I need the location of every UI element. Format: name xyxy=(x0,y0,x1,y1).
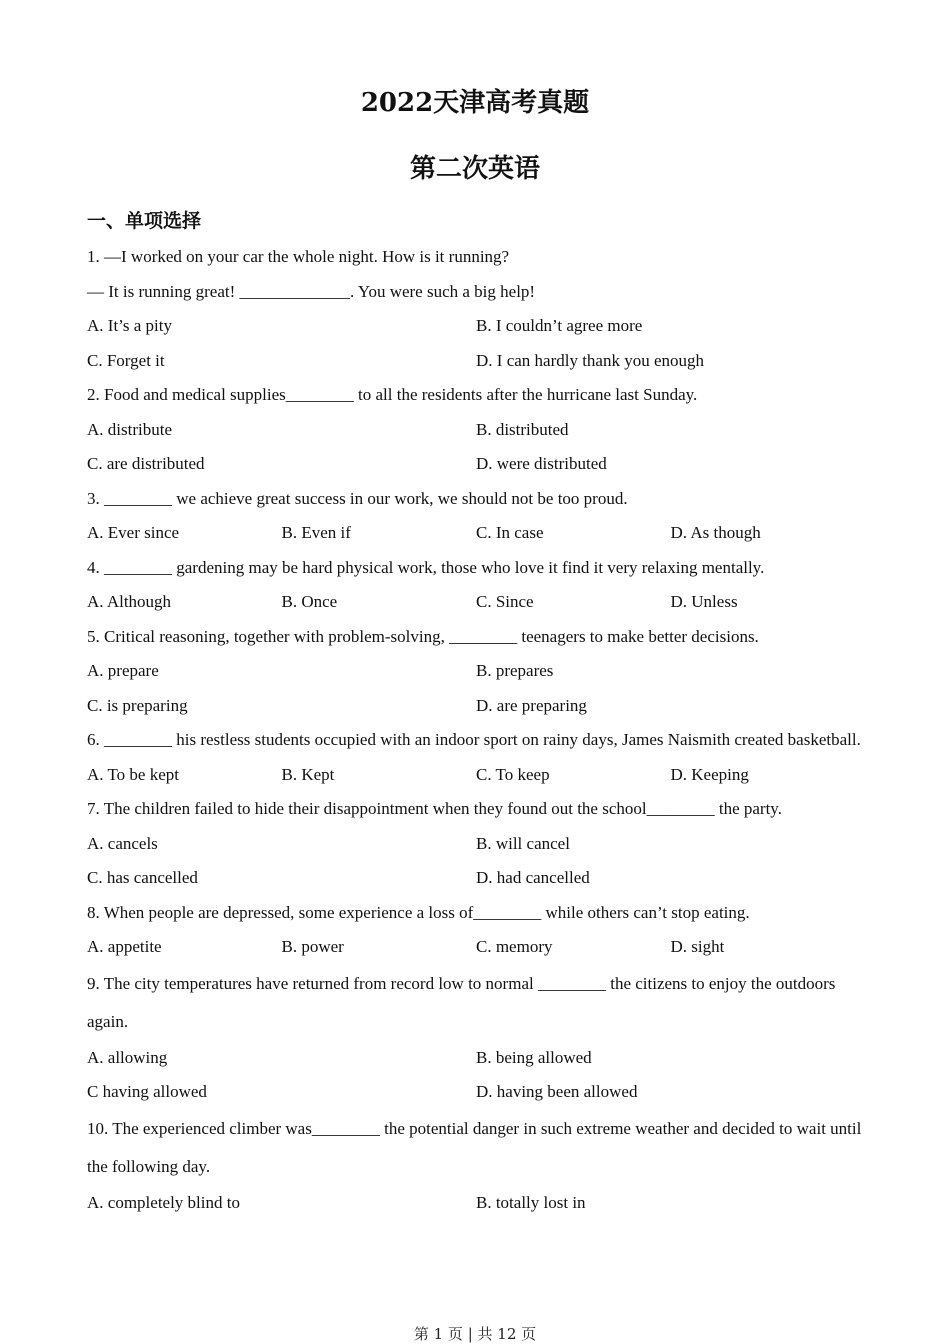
option-b: B. power xyxy=(281,937,344,956)
question-stem: 10. The experienced climber was________ the potential danger in such extreme weather and decided to wait until the following day. xyxy=(87,1118,862,1176)
option-d: D. sight xyxy=(670,937,725,956)
options-row xyxy=(87,861,867,896)
option-a: A. appetite xyxy=(87,937,162,956)
option-b: B. Kept xyxy=(281,764,335,784)
option-b: B. prepares xyxy=(476,661,554,680)
options-row xyxy=(87,1075,867,1110)
options-row xyxy=(87,447,867,482)
option-a: A. Ever since xyxy=(87,523,180,542)
option-c: C. is preparing xyxy=(87,695,188,715)
question-stem: 3. ________ we achieve great success in our work, we should not be too proud. xyxy=(87,488,628,508)
options-row xyxy=(87,1186,867,1221)
question-8 xyxy=(87,896,867,965)
option-c: C. has cancelled xyxy=(87,868,198,887)
option-b: B. Even if xyxy=(281,523,351,542)
options-row xyxy=(87,827,867,862)
question-stem: 4. ________ gardening may be hard physical work, those who love it find it very relaxing mentally. xyxy=(87,557,765,577)
option-a: A. cancels xyxy=(87,833,158,853)
option-c: C. To keep xyxy=(476,764,550,784)
option-c: C having allowed xyxy=(87,1082,207,1101)
options-row xyxy=(87,413,867,448)
option-b: B. Once xyxy=(281,592,338,611)
question-stem: 7. The children failed to hide their disappointment when they found out the school________ the party. xyxy=(87,799,782,818)
question-stem-continued: — It is running great! _____________. You were such a big help! xyxy=(87,281,536,301)
option-d: D. I can hardly thank you enough xyxy=(476,350,705,370)
option-c: C. In case xyxy=(476,523,544,542)
page-subtitle: 第二次英语 xyxy=(409,154,540,184)
option-d: D. were distributed xyxy=(476,454,607,473)
option-d: D. had cancelled xyxy=(476,868,590,887)
option-c: C. are distributed xyxy=(87,454,205,473)
option-a: A. Although xyxy=(87,592,172,611)
question-3 xyxy=(87,482,867,551)
question-list xyxy=(87,240,867,1220)
option-c: C. Since xyxy=(476,592,534,611)
question-4 xyxy=(87,551,867,620)
question-stem: 8. When people are depressed, some experience a loss of________ while others can’t stop eating. xyxy=(87,902,750,922)
options-row xyxy=(87,689,867,724)
option-d: D. Unless xyxy=(670,592,738,611)
question-7 xyxy=(87,792,867,896)
option-d: D. are preparing xyxy=(476,695,587,715)
option-d: D. having been allowed xyxy=(476,1082,638,1101)
option-a: A. To be kept xyxy=(87,764,179,784)
options-row xyxy=(87,930,867,965)
question-stem: 9. The city temperatures have returned from record low to normal ________ the citizens to enjoy the outdoors again. xyxy=(87,973,836,1031)
page-footer: 第 1 页 | 共 12 页 xyxy=(413,1325,537,1343)
option-c: C. memory xyxy=(476,937,553,956)
question-10 xyxy=(87,1110,867,1221)
question-stem: 2. Food and medical supplies________ to all the residents after the hurricane last Sunday. xyxy=(87,385,698,404)
option-a: A. completely blind to xyxy=(87,1192,240,1212)
options-row xyxy=(87,516,867,551)
option-b: B. totally lost in xyxy=(476,1192,586,1212)
question-2 xyxy=(87,378,867,482)
question-stem: 6. ________ his restless students occupied with an indoor sport on rainy days, James Naismith created basketball. xyxy=(87,730,861,749)
option-b: B. being allowed xyxy=(476,1047,592,1067)
options-row xyxy=(87,1041,867,1076)
option-b: B. will cancel xyxy=(476,833,570,853)
option-b: B. I couldn’t agree more xyxy=(476,316,643,335)
options-row xyxy=(87,309,867,344)
option-a: A. It’s a pity xyxy=(87,316,172,335)
question-9 xyxy=(87,965,867,1110)
options-row xyxy=(87,654,867,689)
question-5 xyxy=(87,620,867,724)
option-a: A. distribute xyxy=(87,419,172,439)
question-stem: 1. —I worked on your car the whole night. How is it running? xyxy=(87,247,510,266)
option-d: D. As though xyxy=(670,523,761,542)
section-heading: 一、单项选择 xyxy=(87,210,202,232)
options-row xyxy=(87,758,867,793)
question-6 xyxy=(87,723,867,792)
option-d: D. Keeping xyxy=(670,764,749,784)
question-1 xyxy=(87,240,867,378)
option-c: C. Forget it xyxy=(87,350,165,370)
option-a: A. prepare xyxy=(87,661,159,680)
options-row xyxy=(87,344,867,379)
page-title: 2022天津高考真题 xyxy=(360,88,590,118)
option-a: A. allowing xyxy=(87,1047,168,1067)
options-row xyxy=(87,585,867,620)
question-stem: 5. Critical reasoning, together with problem-solving, ________ teenagers to make better decisions. xyxy=(87,626,759,646)
option-b: B. distributed xyxy=(476,419,569,439)
